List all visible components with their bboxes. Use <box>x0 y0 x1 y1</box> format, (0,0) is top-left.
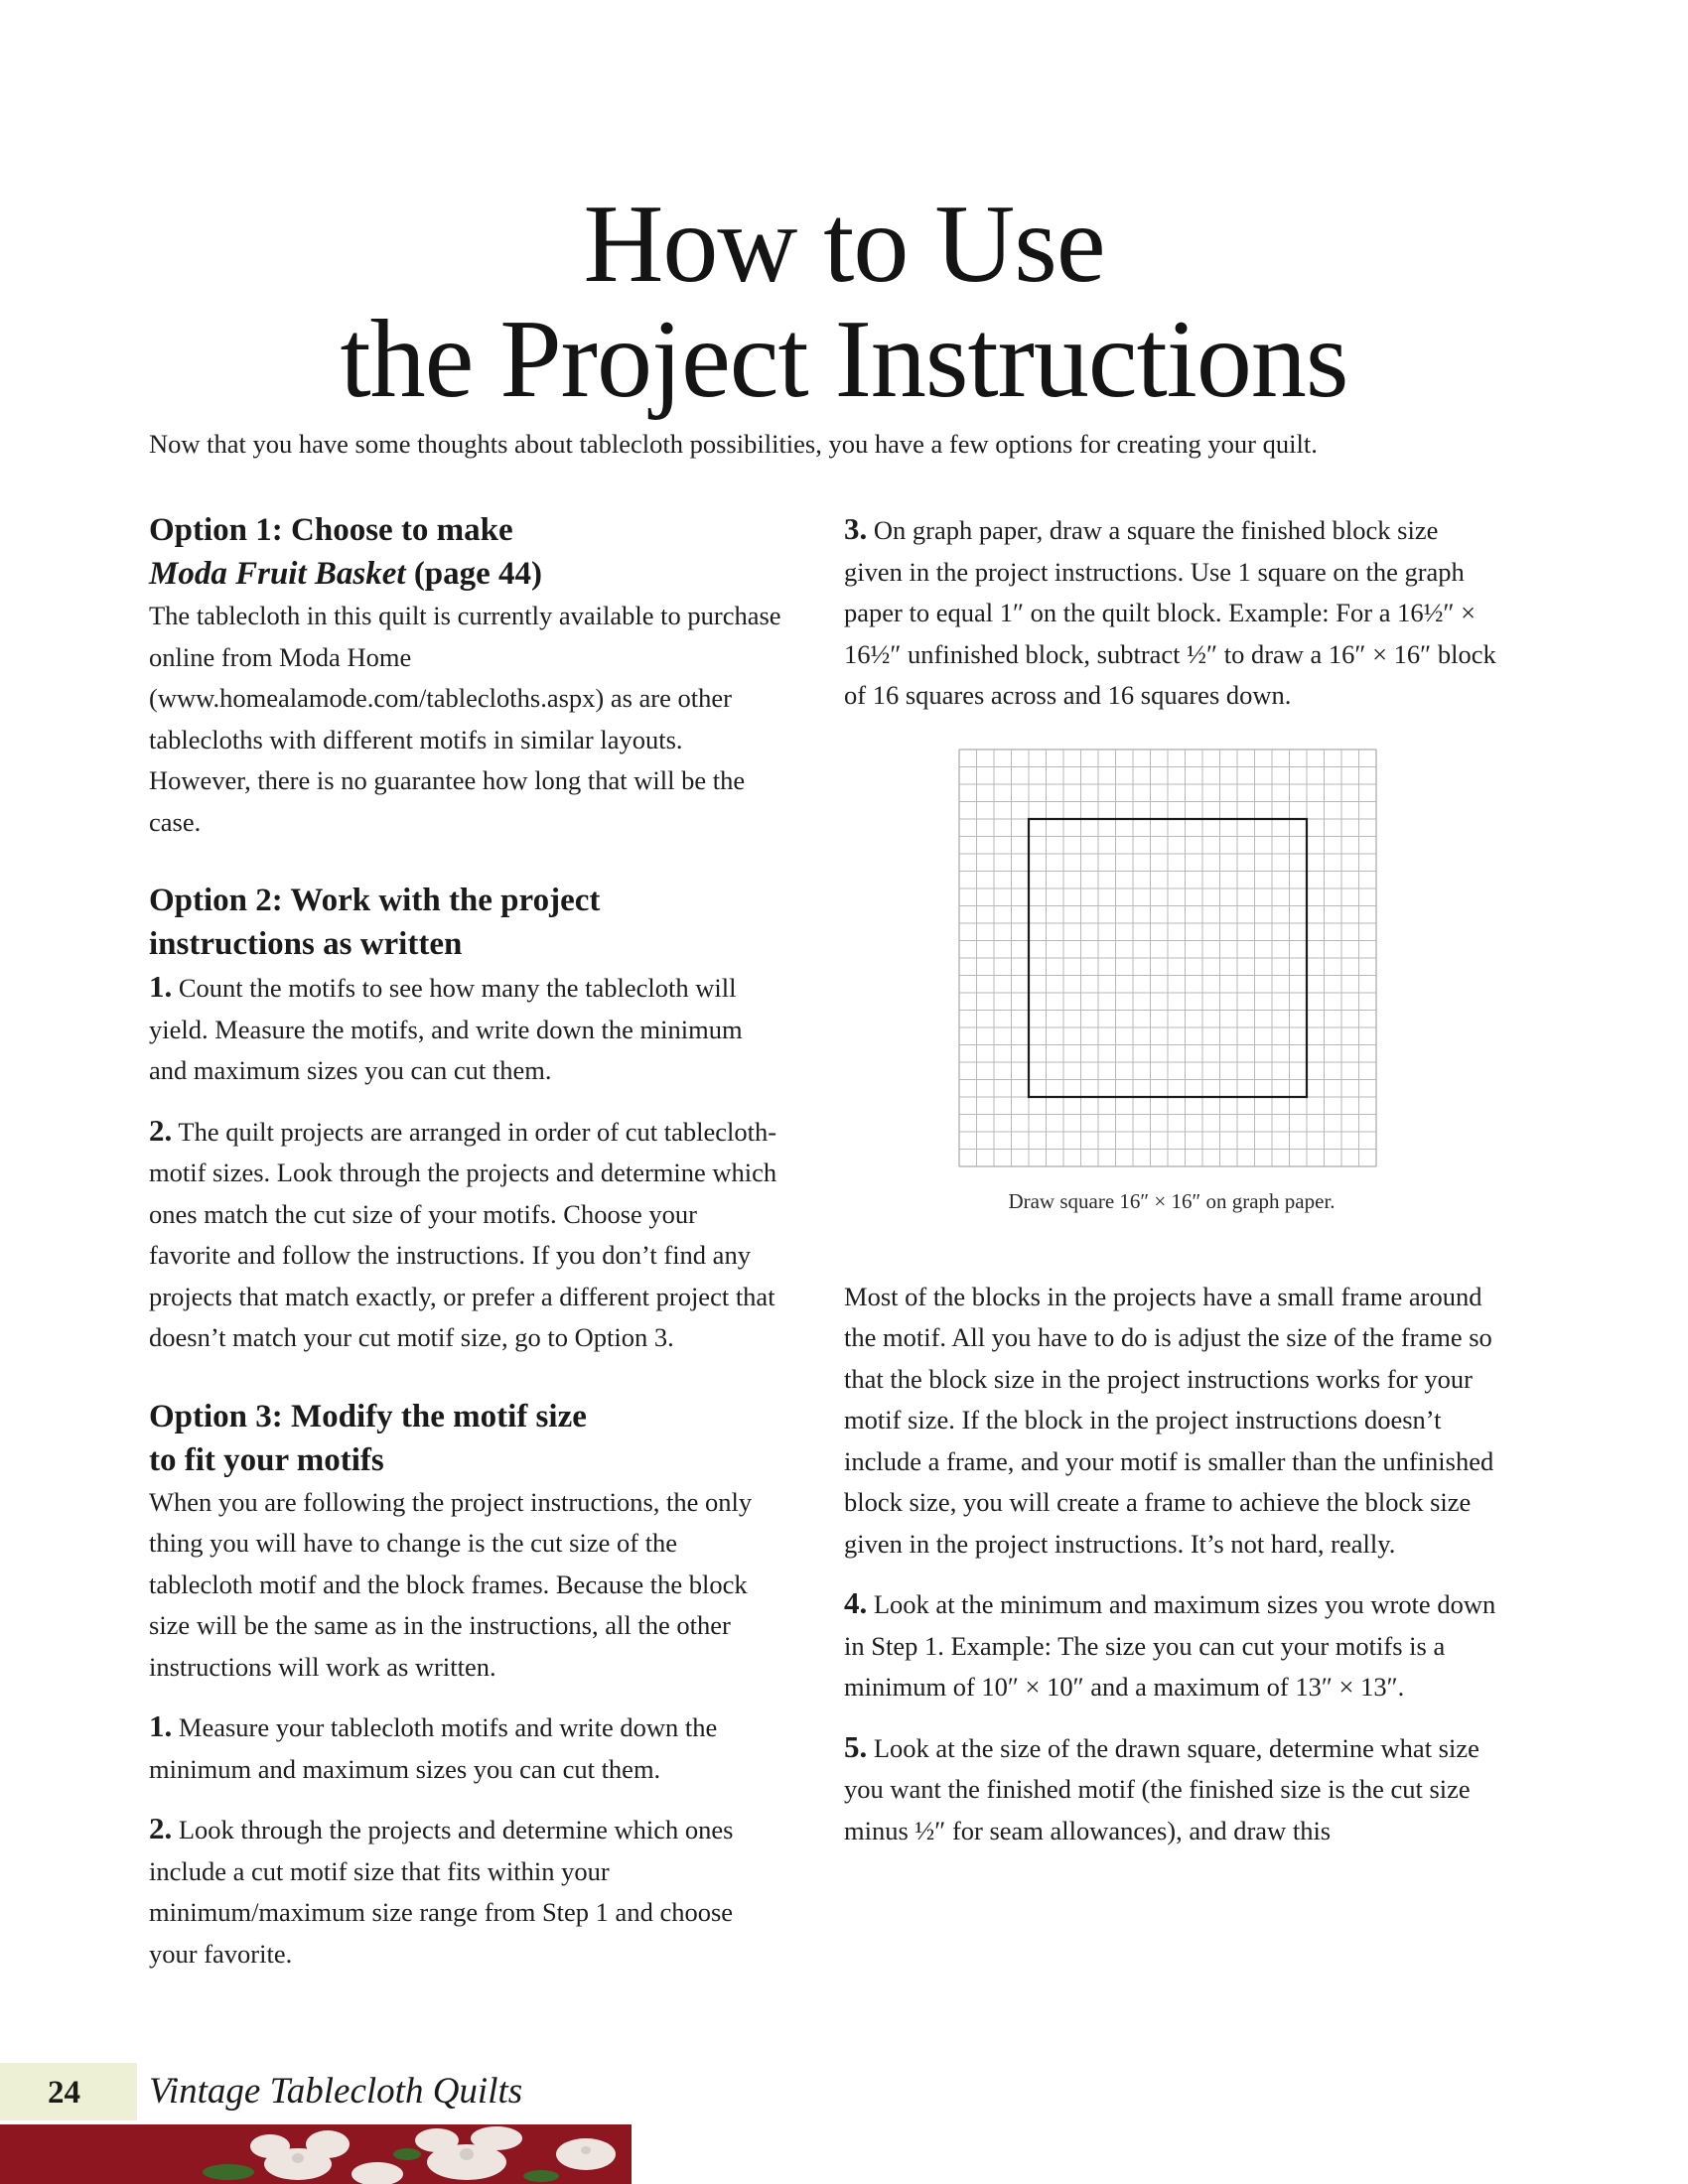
step-text: On graph paper, draw a square the finished block size given in the project instructions. Use 1 square on the graph paper to equal 1″ on the quilt block. Example: For a 16½″ × 16½″ unfinished block, subtract ½″ to draw a 16″ × 16″ block of 16 squares across and 16 squares down. <box>844 515 1496 710</box>
option3-step-2 <box>149 1808 784 1975</box>
option3-heading-line2: to fit your motifs <box>149 1441 384 1478</box>
option1-heading <box>149 508 784 596</box>
step-5 <box>844 1726 1499 1852</box>
option3-body: When you are following the project instructions, the only thing you will have to change is the cut size of the tablecloth motif and the block frames. Because the block size will be the same as in the instructions, all the other instructions will work as written. <box>149 1486 753 1682</box>
graph-paper-figure <box>844 749 1499 1215</box>
step-text: Count the motifs to see how many the tablecloth will yield. Measure the motifs, and write down the minimum and maximum sizes you can cut them. <box>149 973 743 1085</box>
step-text: Look through the projects and determine which ones include a cut motif size that fits within your minimum/maximum size range from Step 1 and choose your favorite. <box>149 1815 734 1969</box>
graph-paper-diagram <box>958 749 1377 1167</box>
title-line-1: How to Use <box>583 183 1105 306</box>
option2-heading <box>149 879 784 966</box>
figure-caption: Draw square 16″ × 16″ on graph paper. <box>1008 1188 1336 1213</box>
step-number: 1. <box>149 1708 173 1743</box>
intro-paragraph: Now that you have some thoughts about tablecloth possibilities, you have a few options for creating your quilt. <box>149 429 1318 459</box>
page-title <box>0 183 1688 421</box>
option1-page-ref: (page 44) <box>405 556 543 592</box>
option3-step-1 <box>149 1706 784 1790</box>
step-number: 5. <box>844 1728 868 1764</box>
title-line-2: the Project Instructions <box>340 298 1348 421</box>
option3-heading <box>149 1395 784 1482</box>
step-4 <box>844 1582 1499 1708</box>
step-number: 2. <box>149 1811 173 1845</box>
step-number: 3. <box>844 511 868 546</box>
step-3 <box>844 508 1499 717</box>
step-text: Look at the size of the drawn square, determine what size you want the finished motif (the finished size is the cut size minus ½″ for seam allowances), and draw this <box>844 1732 1479 1845</box>
step-text: The quilt projects are arranged in order of cut tablecloth-motif sizes. Look through the projects and determine which ones match the cut size of your motifs. Choose your favorite and follow the instructions. If you don’t find any projects that match exactly, or prefer a different project that doesn’t match your cut motif size, go to Option 3. <box>149 1116 777 1352</box>
option1-project-name: Moda Fruit Basket <box>149 556 406 592</box>
option2-step-2 <box>149 1110 784 1359</box>
left-column <box>149 508 784 1975</box>
option2-step-1 <box>149 966 784 1092</box>
dogwood-flowers-illustration <box>0 2124 632 2184</box>
option2-heading-line1: Option 2: Work with the project <box>149 883 601 918</box>
step-number: 2. <box>149 1112 173 1148</box>
option1-body: The tablecloth in this quilt is currently available to purchase online from Moda Home (www.homealamode.com/tablecloths.aspx) as are other tablecloths with different motifs in similar layouts. However, there is no guarantee how long that will be the case. <box>149 601 781 837</box>
right-column <box>844 508 1499 1851</box>
book-title: Vintage Tablecloth Quilts <box>149 2071 523 2112</box>
option3-heading-line1: Option 3: Modify the motif size <box>149 1398 587 1434</box>
floral-footer-image <box>0 2124 632 2184</box>
step-number: 1. <box>149 969 173 1004</box>
option2-heading-line2: instructions as written <box>149 926 463 962</box>
option1-heading-line1: Option 1: Choose to make <box>149 512 513 548</box>
step-number: 4. <box>844 1585 868 1620</box>
page-number: 24 <box>48 2075 80 2111</box>
frame-paragraph: Most of the blocks in the projects have a small frame around the motif. All you have to do is adjust the size of the frame so that the block size in the project instructions works for your motif size. If the block in the project instructions doesn’t include a frame, and your motif is smaller than the unfinished block size, you will create a frame to achieve the block size given in the project instructions. It’s not hard, really. <box>844 1281 1494 1559</box>
step-text: Look at the minimum and maximum sizes you wrote down in Step 1. Example: The size you can cut your motifs is a minimum of 10″ × 10″ and a maximum of 13″ × 13″. <box>844 1589 1496 1702</box>
step-text: Measure your tablecloth motifs and write down the minimum and maximum sizes you can cut them. <box>149 1712 718 1784</box>
